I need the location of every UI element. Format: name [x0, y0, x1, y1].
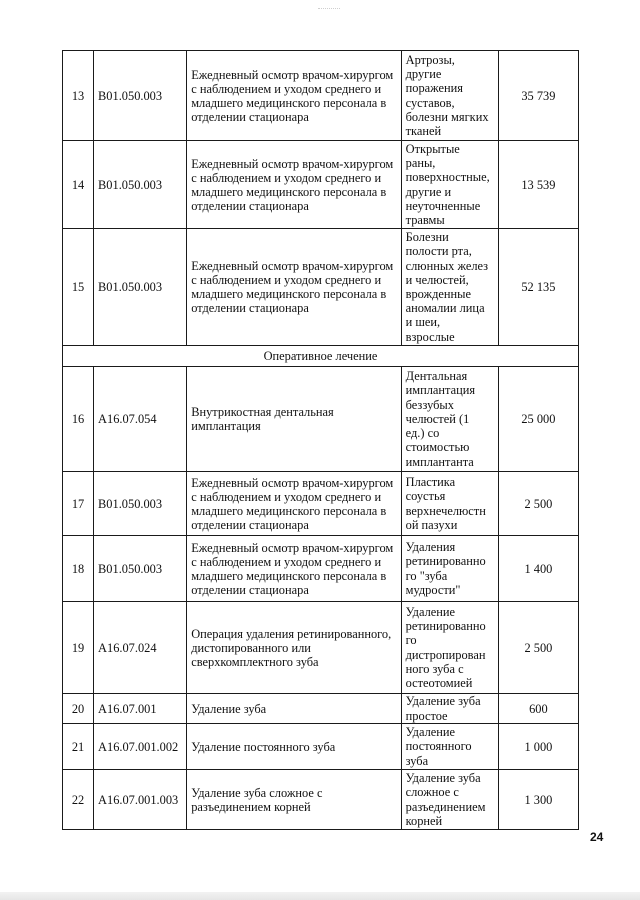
service-code: A16.07.001 — [94, 694, 187, 724]
price-table — [62, 50, 579, 830]
service-name: Удаление постоянного зуба — [187, 724, 401, 770]
diagnosis-group: Дентальная имплантация беззубых челюстей (1 ед.) со стоимостью имплантанта — [401, 367, 498, 472]
price-value: 600 — [498, 694, 578, 724]
table-row — [63, 472, 579, 536]
diagnosis-group: Удаление постоянного зуба — [401, 724, 498, 770]
row-number: 13 — [63, 51, 94, 141]
diagnosis-group: Пластика соустья верхнечелюстн ой пазухи — [401, 472, 498, 536]
service-code: A16.07.001.003 — [94, 770, 187, 830]
table-row — [63, 141, 579, 229]
diagnosis-group: Удаление зуба сложное с разъединением корней — [401, 770, 498, 830]
table-row — [63, 694, 579, 724]
diagnosis-group: Удаление ретинированно го дистропирован ного зуба с остеотомией — [401, 602, 498, 694]
diagnosis-group: Болезни полости рта, слюнных желез и челюстей, врожденные аномалии лица и шеи, взрослые — [401, 229, 498, 346]
diagnosis-group: Удаление зуба простое — [401, 694, 498, 724]
service-name: Ежедневный осмотр врачом-хирургом с наблюдением и уходом среднего и младшего медицинского персонала в отделении стационара — [187, 472, 401, 536]
service-name: Ежедневный осмотр врачом-хирургом с наблюдением и уходом среднего и младшего медицинского персонала в отделении стационара — [187, 229, 401, 346]
row-number: 16 — [63, 367, 94, 472]
table-row — [63, 536, 579, 602]
section-row — [63, 346, 579, 367]
service-name: Внутрикостная дентальная имплантация — [187, 367, 401, 472]
page-number: 24 — [590, 830, 604, 844]
row-number: 14 — [63, 141, 94, 229]
row-number: 18 — [63, 536, 94, 602]
service-name: Ежедневный осмотр врачом-хирургом с наблюдением и уходом среднего и младшего медицинского персонала в отделении стационара — [187, 141, 401, 229]
table-row — [63, 51, 579, 141]
price-value: 52 135 — [498, 229, 578, 346]
diagnosis-group: Открытые раны, поверхностные, другие и неуточненные травмы — [401, 141, 498, 229]
service-name: Удаление зуба сложное с разъединением корней — [187, 770, 401, 830]
row-number: 19 — [63, 602, 94, 694]
price-value: 1 400 — [498, 536, 578, 602]
price-value: 35 739 — [498, 51, 578, 141]
price-value: 1 000 — [498, 724, 578, 770]
service-code: B01.050.003 — [94, 472, 187, 536]
table-row — [63, 724, 579, 770]
service-code: A16.07.054 — [94, 367, 187, 472]
row-number: 22 — [63, 770, 94, 830]
service-code: A16.07.024 — [94, 602, 187, 694]
table-body — [63, 51, 579, 830]
service-name: Ежедневный осмотр врачом-хирургом с наблюдением и уходом среднего и младшего медицинского персонала в отделении стационара — [187, 51, 401, 141]
price-value: 13 539 — [498, 141, 578, 229]
table-row — [63, 770, 579, 830]
row-number: 20 — [63, 694, 94, 724]
price-value: 25 000 — [498, 367, 578, 472]
price-value: 2 500 — [498, 472, 578, 536]
table-row — [63, 367, 579, 472]
service-code: B01.050.003 — [94, 141, 187, 229]
service-name: Ежедневный осмотр врачом-хирургом с наблюдением и уходом среднего и младшего медицинского персонала в отделении стационара — [187, 536, 401, 602]
service-code: B01.050.003 — [94, 229, 187, 346]
section-header: Оперативное лечение — [63, 346, 579, 367]
scan-edge — [0, 892, 640, 900]
service-code: B01.050.003 — [94, 51, 187, 141]
row-number: 17 — [63, 472, 94, 536]
row-number: 15 — [63, 229, 94, 346]
price-value: 2 500 — [498, 602, 578, 694]
service-name: Операция удаления ретинированного, дистопированного или сверхкомплектного зуба — [187, 602, 401, 694]
row-number: 21 — [63, 724, 94, 770]
service-code: B01.050.003 — [94, 536, 187, 602]
diagnosis-group: Артрозы, другие поражения суставов, болезни мягких тканей — [401, 51, 498, 141]
service-code: A16.07.001.002 — [94, 724, 187, 770]
scan-artifact — [318, 8, 340, 12]
table-row — [63, 602, 579, 694]
price-value: 1 300 — [498, 770, 578, 830]
service-name: Удаление зуба — [187, 694, 401, 724]
diagnosis-group: Удаления ретинированно го "зуба мудрости" — [401, 536, 498, 602]
table-row — [63, 229, 579, 346]
